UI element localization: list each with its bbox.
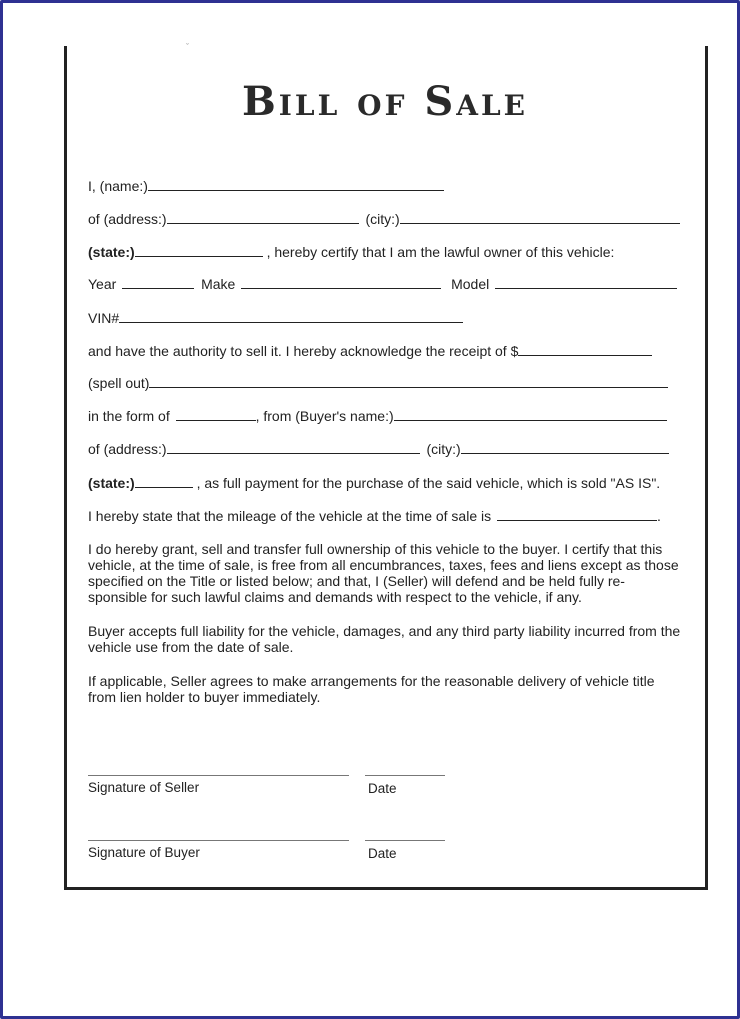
address2-blank[interactable] <box>167 441 420 454</box>
state-label: (state:) <box>88 244 135 260</box>
name-line <box>88 178 444 194</box>
address2-label: of (address:) <box>88 441 167 457</box>
mileage-blank[interactable] <box>497 508 657 521</box>
vin-label: VIN# <box>88 310 120 326</box>
vin-blank[interactable] <box>119 310 463 323</box>
form-of-blank[interactable] <box>176 408 256 421</box>
model-blank[interactable] <box>495 276 677 289</box>
form-of-line <box>88 408 667 424</box>
delivery-paragraph: If applicable, Seller agrees to make arrangements for the reasonable delivery of vehicle title from lien holder to buyer immediately. <box>88 673 655 705</box>
address-line <box>88 211 680 227</box>
seller-signature-line[interactable] <box>88 775 349 776</box>
full-payment-text: , as full payment for the purchase of the said vehicle, which is sold "AS IS". <box>196 475 661 491</box>
name-blank[interactable] <box>148 178 444 191</box>
certify-text: , hereby certify that I am the lawful owner of this vehicle: <box>266 244 615 260</box>
address-blank[interactable] <box>167 211 359 224</box>
buyer-name-label: , from (Buyer's name:) <box>255 408 394 424</box>
document-title: Bill of Sale <box>241 78 529 125</box>
name-label: I, (name:) <box>88 178 148 194</box>
seller-date-label: Date <box>368 781 397 796</box>
liability-paragraph: Buyer accepts full liability for the vehicle, damages, and any third party liability incurred from the vehicle use from the date of sale. <box>88 623 681 655</box>
spell-out-line <box>88 375 668 391</box>
address-label: of (address:) <box>88 211 167 227</box>
state2-line <box>88 475 660 491</box>
mileage-end: . <box>657 508 661 524</box>
scan-speck: ˇ <box>186 42 189 52</box>
transfer-paragraph: I do hereby grant, sell and transfer full ownership of this vehicle to the buyer. I certify that this vehicle, at the time of sale, is free from all encumbrances, taxes, fees and liens except as those specified on the Title or listed below; and that, I (Seller) will defend and be held fully re-sponsible for such lawful claims and demands with respect to the vehicle, if any. <box>88 541 679 605</box>
mileage-text: I hereby state that the mileage of the vehicle at the time of sale is <box>88 508 492 524</box>
city2-label: (city:) <box>426 441 461 457</box>
amount-blank[interactable] <box>518 343 652 356</box>
buyer-date-label: Date <box>368 846 397 861</box>
mileage-line <box>88 508 661 524</box>
spell-out-label: (spell out) <box>88 375 150 391</box>
buyer-signature-line[interactable] <box>88 840 349 841</box>
state-line <box>88 244 614 260</box>
city-label: (city:) <box>365 211 400 227</box>
address2-line <box>88 441 669 457</box>
year-blank[interactable] <box>122 276 194 289</box>
document-frame <box>64 46 708 890</box>
vin-line <box>88 310 463 326</box>
spell-out-blank[interactable] <box>149 375 668 388</box>
model-label: Model <box>451 276 490 292</box>
city-blank[interactable] <box>400 211 680 224</box>
state2-blank[interactable] <box>135 475 193 488</box>
year-label: Year <box>88 276 117 292</box>
vehicle-line <box>88 276 677 292</box>
authority-text: and have the authority to sell it. I hereby acknowledge the receipt of $ <box>88 343 519 359</box>
form-of-label: in the form of <box>88 408 170 424</box>
make-blank[interactable] <box>241 276 441 289</box>
state2-label: (state:) <box>88 475 135 491</box>
city2-blank[interactable] <box>461 441 669 454</box>
make-label: Make <box>201 276 236 292</box>
authority-line <box>88 343 652 359</box>
buyer-signature-label: Signature of Buyer <box>88 845 200 860</box>
buyer-date-line[interactable] <box>365 840 445 841</box>
buyer-name-blank[interactable] <box>394 408 667 421</box>
state-blank[interactable] <box>135 244 263 257</box>
seller-signature-label: Signature of Seller <box>88 780 200 795</box>
seller-date-line[interactable] <box>365 775 445 776</box>
